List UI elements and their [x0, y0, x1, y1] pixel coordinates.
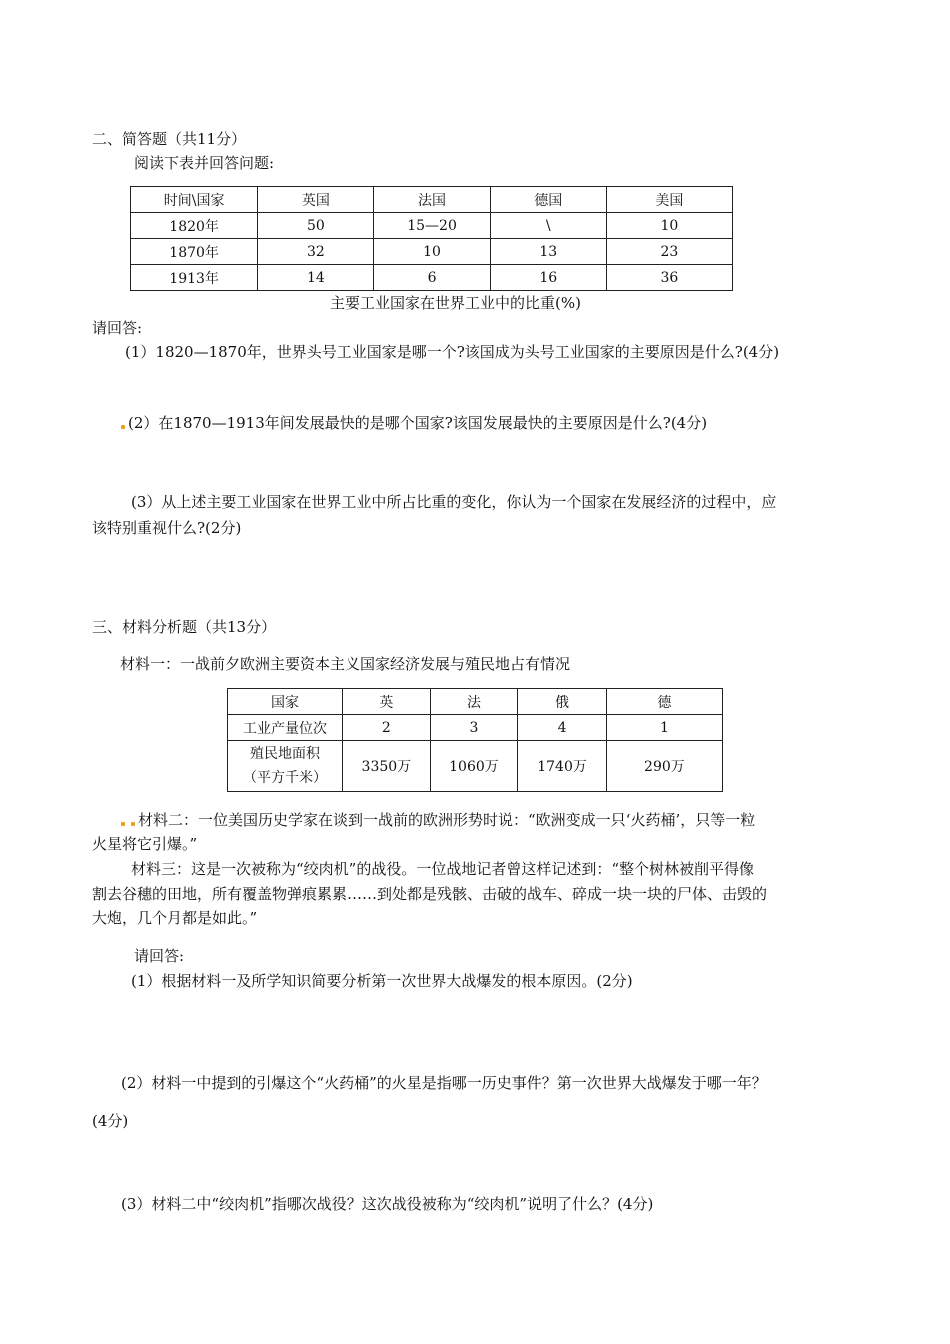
table-row	[131, 265, 733, 291]
table-cell: 1740万	[518, 741, 607, 792]
section2-prompt: 请回答:	[92, 319, 143, 337]
table-caption: 主要工业国家在世界工业中的比重(%)	[330, 294, 581, 312]
table-row	[228, 741, 723, 792]
table-row	[131, 213, 733, 239]
table-cell: 1820年	[131, 213, 258, 239]
table-header-row	[228, 689, 723, 715]
table-row	[131, 239, 733, 265]
table-cell: 1	[606, 715, 722, 741]
table-cell: 14	[258, 265, 374, 291]
table-cell: 4	[518, 715, 607, 741]
material-2-cont: 火星将它引爆。”	[92, 835, 198, 853]
colony-area-label: 殖民地面积	[250, 746, 321, 762]
table-header: 英	[343, 689, 431, 715]
table-header: 国家	[228, 689, 343, 715]
material-1-title: 材料一：一战前夕欧洲主要资本主义国家经济发展与殖民地占有情况	[120, 655, 571, 673]
table-header: 时间\国家	[131, 187, 258, 213]
material-3-cont-1: 割去谷穗的田地，所有覆盖物弹痕累累……到处都是残骸、击破的战车、碎成一块一块的尸体、击毁的	[92, 885, 768, 903]
section3-heading: 三、材料分析题（共13分）	[92, 618, 277, 636]
stray-mark	[121, 822, 125, 826]
section3-question-2-cont: (4分)	[92, 1112, 129, 1130]
table-cell: 3	[430, 715, 518, 741]
stray-mark	[121, 425, 125, 429]
section2-question-1: (1）1820—1870年，世界头号工业国家是哪一个?该国成为头号工业国家的主要原因是什么?(4分)	[125, 343, 780, 361]
table-cell: 290万	[606, 741, 722, 792]
section3-question-2: (2）材料一中提到的引爆这个“火药桶”的火星是指哪一历史事件？第一次世界大战爆发于哪一年？	[121, 1074, 767, 1092]
table-cell: 32	[258, 239, 374, 265]
section2-question-3: (3）从上述主要工业国家在世界工业中所占比重的变化，你认为一个国家在发展经济的过程中，应	[131, 493, 777, 511]
table-header: 德	[606, 689, 722, 715]
colony-table	[227, 688, 723, 792]
table-cell: 3350万	[343, 741, 431, 792]
colony-area-unit: （平方千米）	[243, 770, 328, 786]
table-cell: 10	[606, 213, 732, 239]
section2-question-2: (2）在1870—1913年间发展最快的是哪个国家?该国发展最快的主要原因是什么?(4分)	[128, 414, 708, 432]
table-header: 法国	[374, 187, 490, 213]
industry-share-table	[130, 186, 733, 291]
section2-question-3-cont: 该特别重视什么?(2分)	[92, 519, 242, 537]
table-cell: 6	[374, 265, 490, 291]
table-cell: 50	[258, 213, 374, 239]
section2-intro: 阅读下表并回答问题:	[134, 154, 275, 172]
table-cell: 13	[490, 239, 606, 265]
table-cell: 1060万	[430, 741, 518, 792]
table-header: 德国	[490, 187, 606, 213]
table-cell: 1870年	[131, 239, 258, 265]
section3-question-1: (1）根据材料一及所学知识简要分析第一次世界大战爆发的根本原因。(2分)	[131, 972, 633, 990]
table-row	[228, 715, 723, 741]
table-cell: \	[490, 213, 606, 239]
table-cell: 15—20	[374, 213, 490, 239]
material-2: 材料二：一位美国历史学家在谈到一战前的欧洲形势时说：“欧洲变成一只‘火药桶’，只等一粒	[138, 811, 756, 829]
table-cell: 36	[606, 265, 732, 291]
table-cell: 工业产量位次	[228, 715, 343, 741]
table-cell	[228, 741, 343, 792]
table-cell: 10	[374, 239, 490, 265]
section2-heading: 二、简答题（共11分）	[92, 130, 247, 148]
section3-prompt: 请回答:	[134, 947, 185, 965]
table-header: 英国	[258, 187, 374, 213]
table-cell: 2	[343, 715, 431, 741]
table-cell: 1913年	[131, 265, 258, 291]
table-header-row	[131, 187, 733, 213]
material-3-cont-2: 大炮，几个月都是如此。”	[92, 909, 258, 927]
table-header: 美国	[606, 187, 732, 213]
table-header: 法	[430, 689, 518, 715]
table-cell: 16	[490, 265, 606, 291]
section3-question-3: (3）材料二中“绞肉机”指哪次战役？这次战役被称为“绞肉机”说明了什么？(4分)	[121, 1195, 654, 1213]
table-cell: 23	[606, 239, 732, 265]
material-3: 材料三：这是一次被称为“绞肉机”的战役。一位战地记者曾这样记述到：“整个树林被削平得像	[131, 860, 755, 878]
table-header: 俄	[518, 689, 607, 715]
stray-mark	[131, 822, 135, 826]
